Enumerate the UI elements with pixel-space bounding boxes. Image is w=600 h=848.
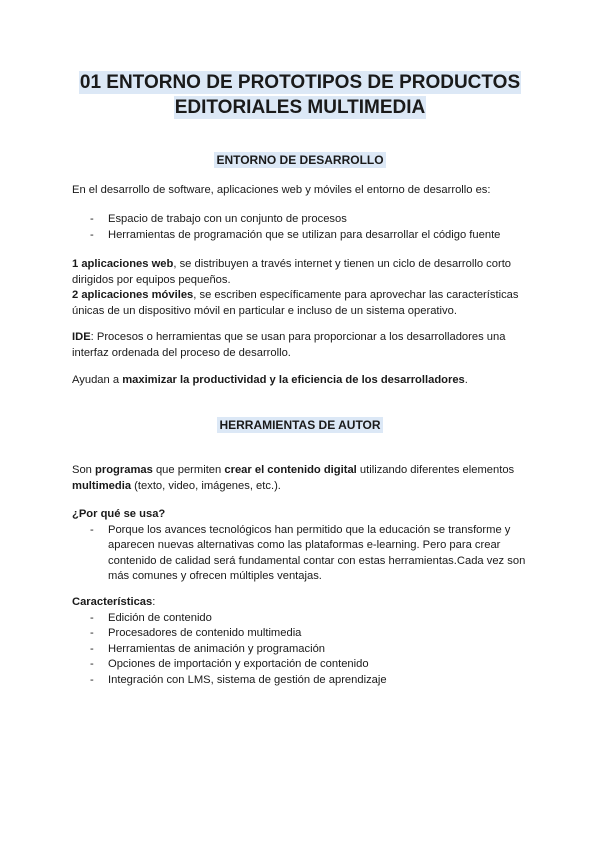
- characteristics-list: [72, 611, 528, 689]
- section-heading-dev: ENTORNO DE DESARROLLO: [216, 153, 384, 167]
- list-item: - Edición de contenido: [72, 611, 528, 627]
- dev-list-block: [72, 212, 528, 243]
- why-block: [72, 507, 528, 585]
- mobile-apps-paragraph: 2 aplicaciones móviles, se escriben específicamente para aprovechar las características únicas de un dispositivo móvil en particular e incluso de un sistema operativo.: [72, 289, 519, 317]
- why-title: ¿Por qué se usa?: [72, 508, 166, 520]
- characteristics-block: [72, 595, 528, 688]
- why-list: [72, 523, 528, 585]
- author-intro-block: [72, 463, 528, 494]
- author-intro: Son programas que permiten crear el contenido digital utilizando diferentes elementos multimedia (texto, video, imágenes, etc.).: [72, 464, 515, 492]
- help-block: [72, 373, 528, 389]
- list-item: - Porque los avances tecnológicos han permitido que la educación se transforme y aparecen nuevas alternativas como las plataformas e-learning. Pero para crear contenido de calidad será fundamental contar con estas herramientas.Cada vez son más comunes y ofrecen múltiples ventajas.: [72, 523, 528, 585]
- document-title: [0, 70, 600, 120]
- list-item: - Procesadores de contenido multimedia: [72, 626, 528, 642]
- title-line-1: 01 ENTORNO DE PROTOTIPOS DE PRODUCTOS: [79, 72, 521, 93]
- dev-intro: En el desarrollo de software, aplicaciones web y móviles el entorno de desarrollo es:: [72, 184, 491, 196]
- characteristics-title: Características:: [72, 596, 156, 608]
- section-heading-author: HERRAMIENTAS DE AUTOR: [219, 418, 381, 432]
- list-item: - Integración con LMS, sistema de gestión de aprendizaje: [72, 673, 528, 689]
- ide-block: [72, 330, 528, 361]
- help-paragraph: Ayudan a maximizar la productividad y la eficiencia de los desarrolladores.: [72, 374, 468, 386]
- list-item: - Herramientas de animación y programación: [72, 642, 528, 658]
- title-line-2: EDITORIALES MULTIMEDIA: [174, 97, 426, 118]
- list-item: - Espacio de trabajo con un conjunto de procesos: [72, 212, 528, 228]
- ide-paragraph: IDE: Procesos o herramientas que se usan para proporcionar a los desarrolladores una interfaz ordenada del proceso de desarrollo.: [72, 331, 506, 359]
- list-item: - Herramientas de programación que se utilizan para desarrollar el código fuente: [72, 228, 528, 244]
- dev-intro-block: [72, 183, 528, 199]
- dev-list: [72, 212, 528, 243]
- app-types-block: [72, 257, 528, 319]
- web-apps-paragraph: 1 aplicaciones web, se distribuyen a través internet y tienen un ciclo de desarrollo corto dirigidos por equipos pequeños.: [72, 258, 512, 286]
- list-item: - Opciones de importación y exportación de contenido: [72, 657, 528, 673]
